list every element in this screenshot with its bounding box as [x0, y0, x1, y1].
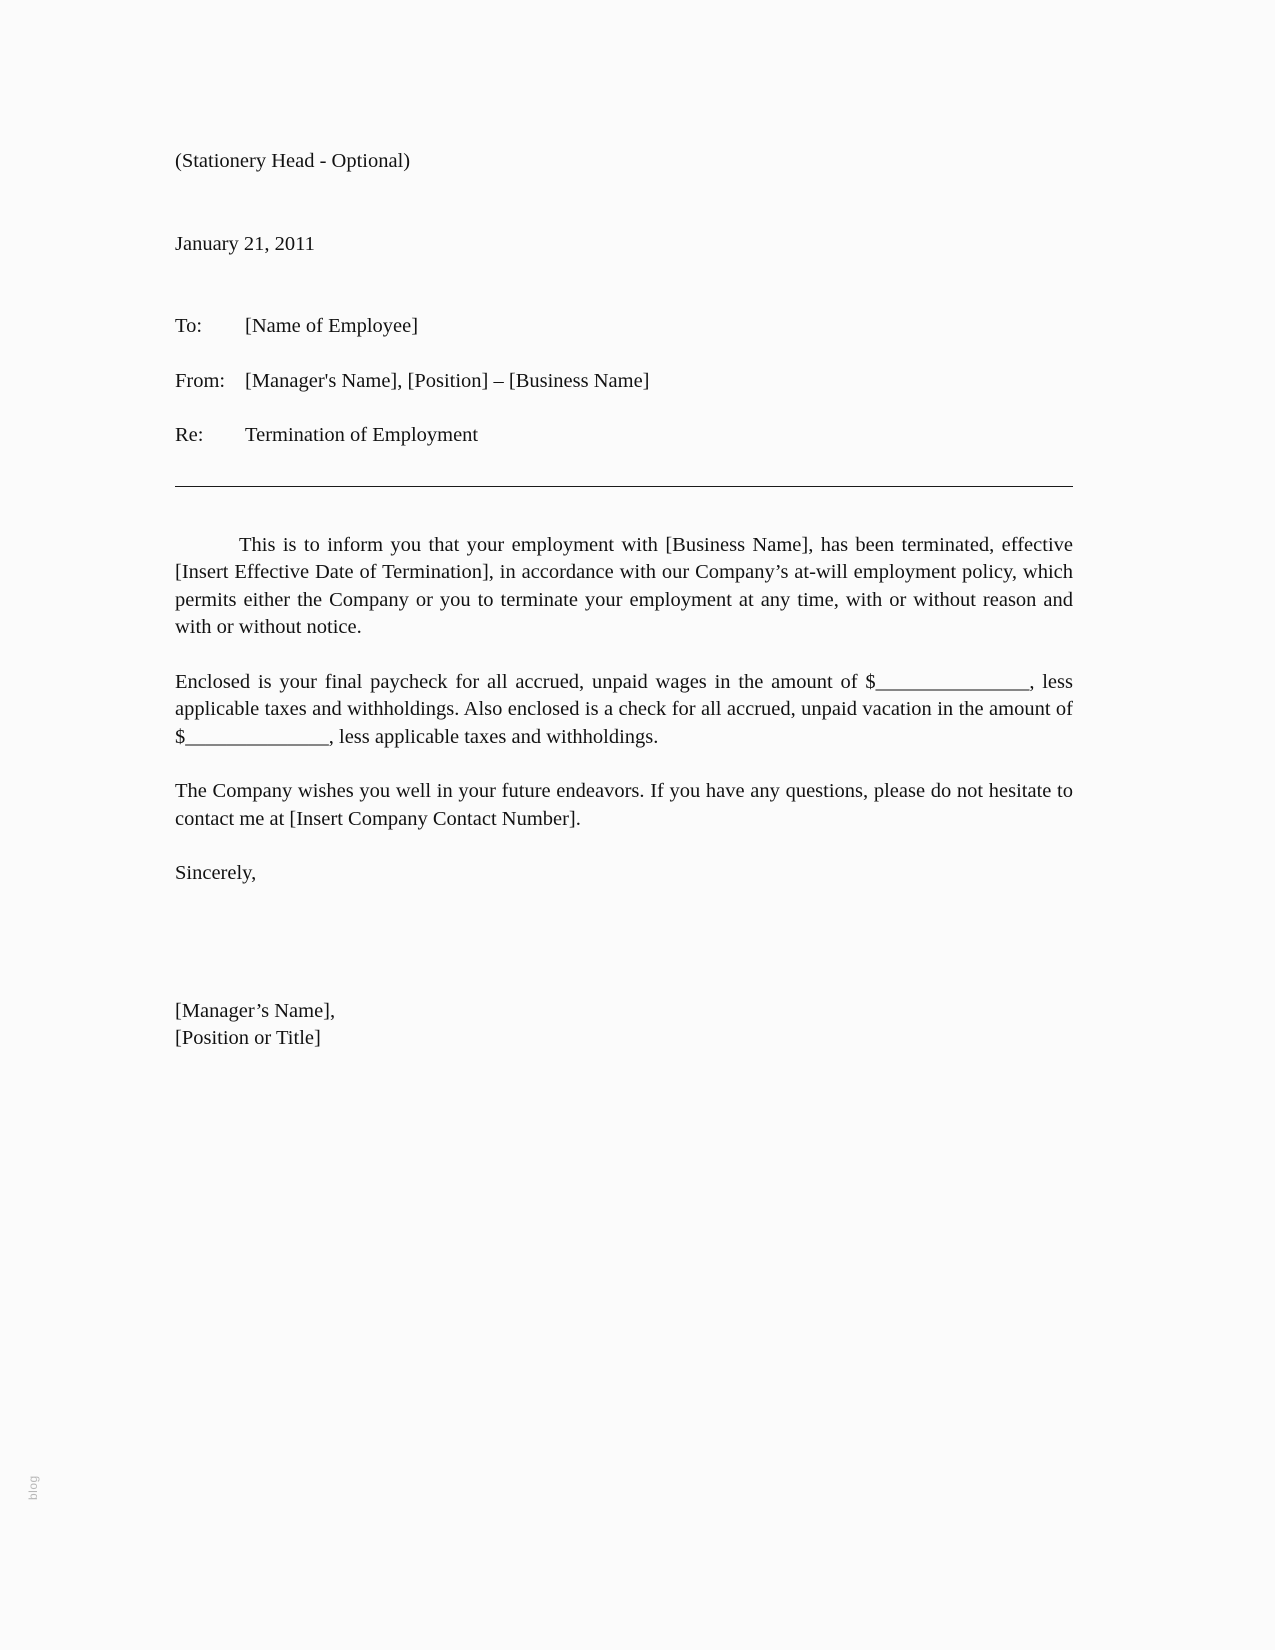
stationery-head: (Stationery Head - Optional) [175, 150, 411, 172]
meta-value-to: [Name of Employee] [245, 315, 419, 337]
meta-label-from: From: [175, 369, 226, 392]
header-divider-line [175, 486, 1073, 487]
paragraph-final-paycheck: Enclosed is your final paycheck for all accrued, unpaid wages in the amount of $_______________, less applicable taxes and withholdings. Also enclosed is a check for all accrued, unpaid vacation in the amount of $______________, less applicable taxes and withholdings. [175, 670, 1073, 748]
signature-title: [Position or Title] [175, 1027, 321, 1049]
closing-salutation: Sincerely, [175, 862, 257, 884]
paragraph-well-wishes: The Company wishes you well in your future endeavors. If you have any questions, please do not hesitate to contact me at [Insert Company Contact Number]. [175, 780, 1073, 830]
letter-meta [175, 313, 1073, 450]
signature-name: [Manager’s Name], [175, 999, 336, 1022]
letter-content [175, 0, 1073, 1053]
meta-row-re [175, 422, 1073, 450]
blog-watermark: blog [26, 1475, 40, 1500]
meta-value-re: Termination of Employment [245, 424, 479, 446]
meta-row-to [175, 313, 1073, 341]
letter-date: January 21, 2011 [175, 232, 315, 255]
meta-value-from: [Manager's Name], [Position] – [Business Name] [245, 369, 650, 392]
meta-label-re: Re: [175, 424, 204, 446]
meta-row-from [175, 368, 1073, 396]
paragraph-termination-notice: This is to inform you that your employment with [Business Name], has been terminated, effective [Insert Effective Date of Termination], in accordance with our Company’s at-will employment policy, which permits either the Company or you to terminate your employment at any time, with or without reason and with or without notice. [175, 533, 1073, 638]
meta-label-to: To: [175, 315, 203, 337]
signature-block [175, 998, 1073, 1053]
